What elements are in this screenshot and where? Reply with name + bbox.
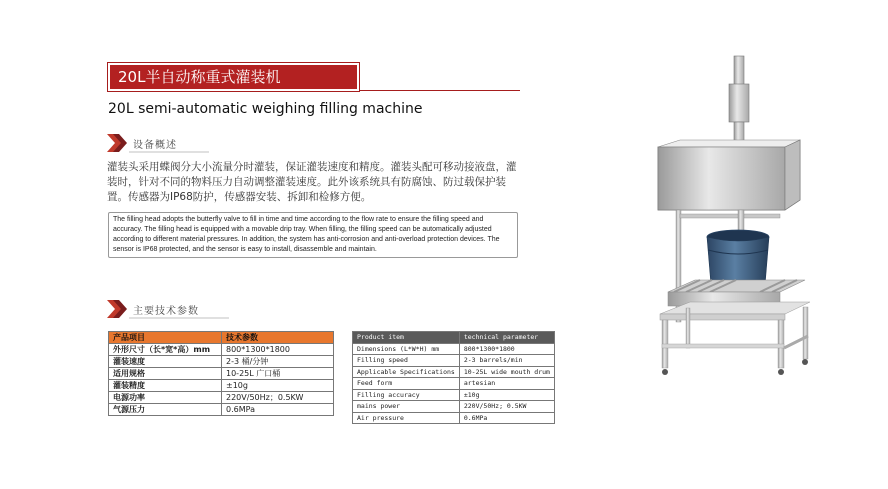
- table-cell: 气源压力: [109, 404, 222, 416]
- filling-machine-image: [620, 52, 870, 392]
- table-cell: Applicable Specifications: [353, 366, 460, 378]
- table-cell: 0.6MPa: [459, 412, 554, 424]
- table-row: [109, 356, 334, 368]
- table-cell: 10-25L 广口桶: [222, 368, 334, 380]
- overview-text-cn: 灌装头采用蝶阀分大小流量分时灌装，保证灌装速度和精度。灌装头配可移动接液盘，灌装时，针对不同的物料压力自动调整灌装速度。此外该系统具有防腐蚀、防过载保护装置。传感器为IP68防护，传感器安装、拆卸和检修方便。: [107, 161, 517, 203]
- table-row: [353, 378, 555, 390]
- table-row: [353, 401, 555, 413]
- page-title-cn: 20L半自动称重式灌装机: [110, 65, 357, 89]
- params-table-en: [352, 331, 555, 424]
- overview-text-en: The filling head adopts the butterfly valve to fill in time and time according to the flow rate to ensure the filling speed and accuracy. The filling head is equipped with a movable drip tray. When filling, the filling speed can be automatically adjusted according to different material pressures. In addition, the system has anti-corrosion and anti-overload protection devices. The sensor is IP68 protected, and the sensor is easy to install, disassemble and maintain.: [108, 212, 518, 258]
- table-cell: 灌装精度: [109, 380, 222, 392]
- table-cell: mains power: [353, 401, 460, 413]
- table-header-cell: technical parameter: [459, 332, 554, 344]
- table-cell: Filling speed: [353, 355, 460, 367]
- table-header-cell: 产品项目: [109, 332, 222, 344]
- title-banner: [107, 62, 360, 92]
- table-header-cell: 技术参数: [222, 332, 334, 344]
- table-row: [353, 355, 555, 367]
- table-cell: 外形尺寸（长*宽*高）mm: [109, 344, 222, 356]
- overview-heading: 设备概述: [133, 140, 177, 151]
- table-cell: Dimensions (L*W*H) mm: [353, 343, 460, 355]
- params-section-header: [107, 300, 307, 322]
- table-row: [109, 368, 334, 380]
- table-cell: 220V/50Hz；0.5KW: [222, 392, 334, 404]
- table-header-cell: Product item: [353, 332, 460, 344]
- table-cell: 0.6MPa: [222, 404, 334, 416]
- table-cell: 220V/50Hz; 0.5KW: [459, 401, 554, 413]
- table-row: [109, 380, 334, 392]
- table-row: [353, 389, 555, 401]
- table-cell: Air pressure: [353, 412, 460, 424]
- table-cell: 800*1300*1800: [222, 344, 334, 356]
- table-row: [109, 392, 334, 404]
- table-cell: 800*1300*1800: [459, 343, 554, 355]
- table-cell: 灌装速度: [109, 356, 222, 368]
- page-title-en: 20L semi-automatic weighing filling machine: [108, 101, 423, 117]
- heading-underline: [129, 317, 229, 319]
- table-cell: artesian: [459, 378, 554, 390]
- params-heading: 主要技术参数: [133, 306, 199, 317]
- table-header-row: [109, 332, 334, 344]
- chevron-icon: [107, 134, 129, 152]
- table-row: [353, 366, 555, 378]
- table-cell: ±10g: [459, 389, 554, 401]
- title-rule: [359, 90, 520, 91]
- table-cell: 2-3 barrels/min: [459, 355, 554, 367]
- chevron-icon: [107, 300, 129, 318]
- table-cell: 适用规格: [109, 368, 222, 380]
- table-cell: 电源功率: [109, 392, 222, 404]
- table-row: [109, 344, 334, 356]
- table-header-row: [353, 332, 555, 344]
- table-cell: Filling accuracy: [353, 389, 460, 401]
- table-row: [109, 404, 334, 416]
- table-cell: 10-25L wide mouth drum: [459, 366, 554, 378]
- table-row: [353, 343, 555, 355]
- overview-section-header: [107, 134, 307, 156]
- params-table-cn: [108, 331, 334, 416]
- table-cell: Feed form: [353, 378, 460, 390]
- table-row: [353, 412, 555, 424]
- heading-underline: [129, 151, 209, 153]
- table-cell: 2-3 桶/分钟: [222, 356, 334, 368]
- table-cell: ±10g: [222, 380, 334, 392]
